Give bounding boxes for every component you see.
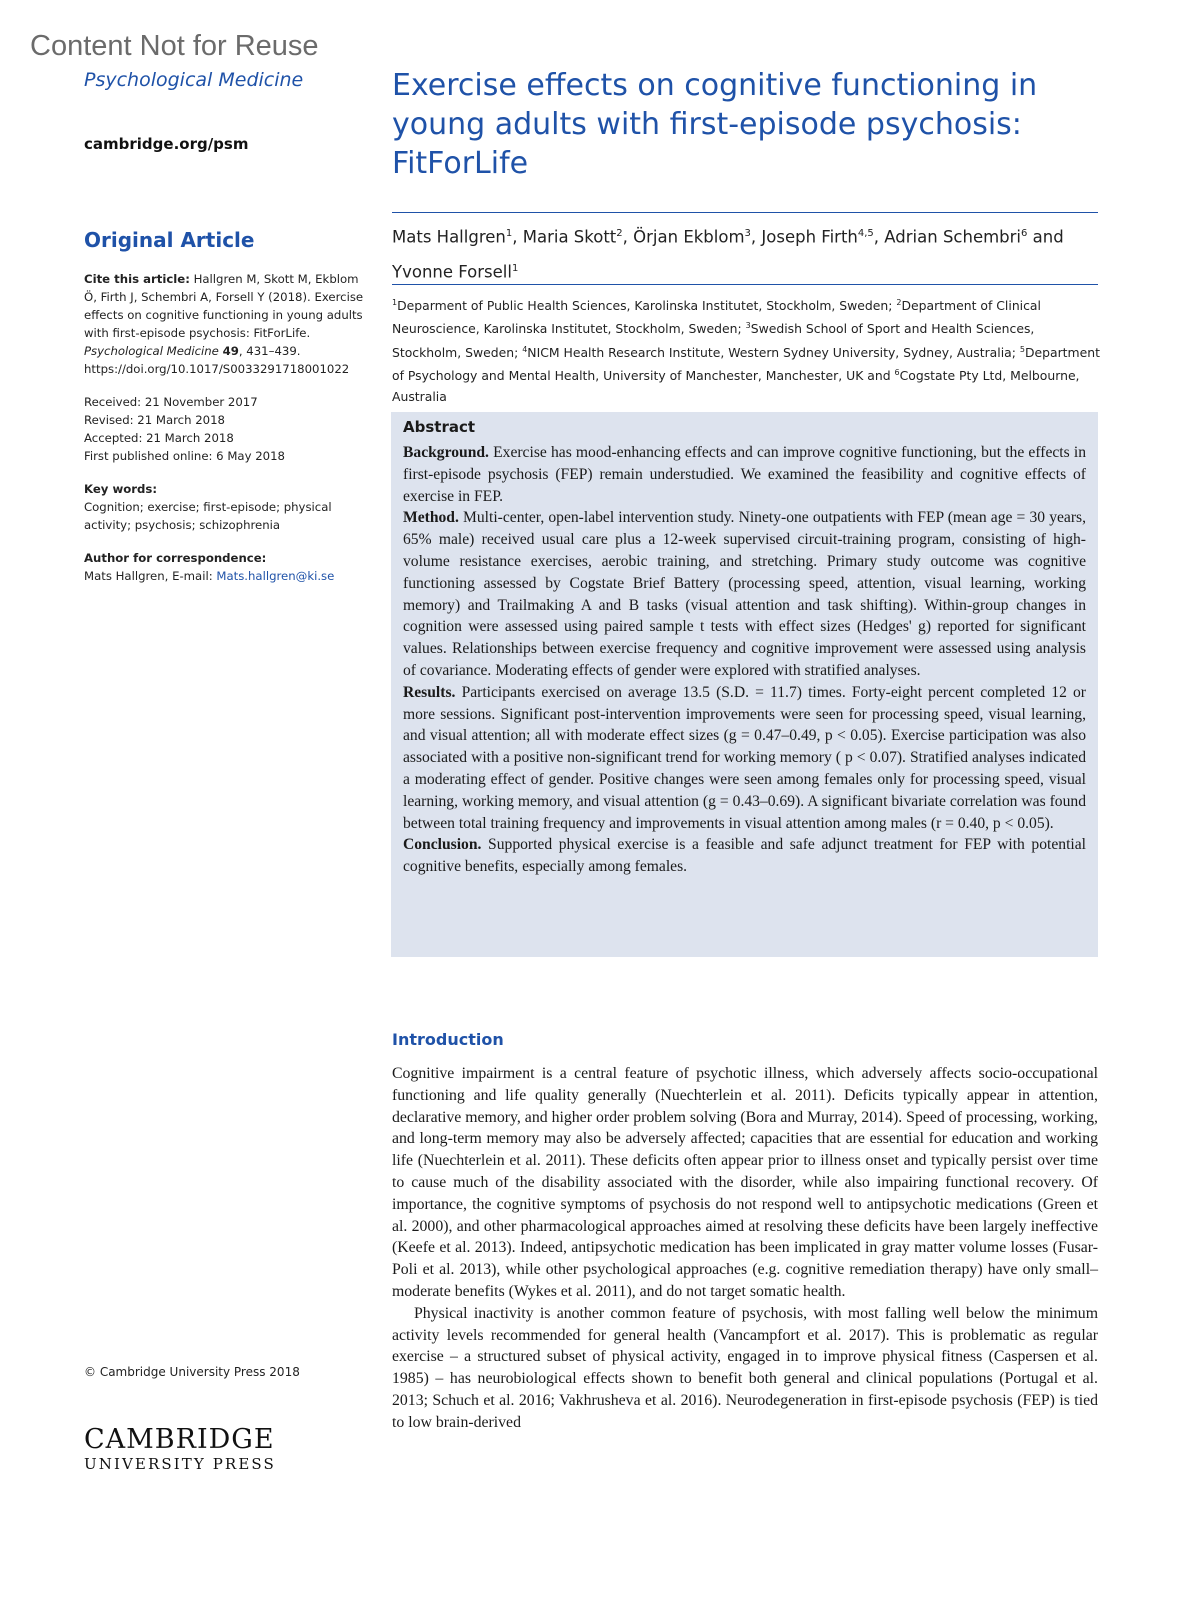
affil-text: Deparment of Public Health Sciences, Karolinska Institutet, Stockholm, Sweden; (397, 298, 897, 314)
author-affil-sup: 3 (744, 228, 751, 239)
affil-text: Department of Clinical Neuroscience, Karolinska Institutet, Stockholm, Sweden; (392, 298, 1041, 337)
article-title: Exercise effects on cognitive functioning in young adults with first-episode psychosis: FitForLife (392, 68, 1038, 181)
abstract-box (391, 412, 1098, 957)
author-name: Mats Hallgren (392, 227, 506, 247)
results-text: Participants exercised on average 13.5 (S.D. = 11.7) times. Forty-eight percent completed 12 or more sessions. Significant post-intervention improvements were seen for processing speed, visual learning, and visual attention; all with moderate effect sizes (g = 0.47–0.49, p < 0.05). Exercise participation was also associated with a positive non-significant trend for working memory ( p < 0.07). Stratified analyses indicated a moderating effect of gender. Positive changes were seen among females only for processing speed, visual learning, working memory, and visual attention (g = 0.43–0.69). A significant bivariate correlation was found between total training frequency and improvements in visual attention among males (r = 0.40, p < 0.05). (403, 683, 1086, 832)
conclusion-label: Conclusion. (403, 836, 482, 854)
affil-sup: 2 (896, 298, 902, 307)
author-affil-sup: 4,5 (857, 228, 874, 239)
affil-text: Cogstate Pty Ltd, Melbourne, Australia (392, 368, 1080, 404)
author-name: Yvonne Forsell (392, 262, 512, 281)
author-name: Joseph Firth (761, 227, 858, 247)
results-label: Results. (403, 683, 456, 701)
author-affil-sup: 2 (616, 228, 623, 239)
keywords-list: Cognition; exercise; first-episode; physical activity; psychosis; schizophrenia (84, 500, 332, 532)
affil-text: Swedish School of Sport and Health Sciences, Stockholm, Sweden; (392, 321, 1035, 360)
author-affil-sup: 1 (505, 228, 513, 239)
abstract-heading: Abstract (403, 418, 476, 436)
author-affil-sup: 6 (1021, 228, 1028, 239)
email-link[interactable]: Mats.hallgren@ki.se (216, 569, 335, 583)
received-date: Received: 21 November 2017 (84, 395, 258, 409)
author-rule-top (392, 212, 1098, 213)
accepted-date: Accepted: 21 March 2018 (84, 431, 234, 445)
affil-sup: 1 (392, 298, 398, 307)
intro-paragraph: Cognitive impairment is a central feature of psychotic illness, which adversely affects socio-occupational functioning and life quality generally (Nuechterlein et al. 2011). Deficits typically appear in attention, declarative memory, and higher order problem solving (Bora and Murray, 2014). Speed of processing, working, and long-term memory may also be adversely affected; capacities that are essential for education and working life (Nuechterlein et al. 2011). These deficits often appear prior to illness onset and typically persist over time to cause much of the disability associated with the disorder, while also impairing functional recovery. Of importance, the cognitive symptoms of psychosis do not respond well to antipsychotic medications (Green et al. 2000), and other pharmacological approaches aimed at resolving these deficits have been largely ineffective (Keefe et al. 2013). Indeed, antipsychotic medication has been implicated in gray matter volume losses (Fusar-Poli et al. 2013), while other psychological approaches (e.g. cognitive remediation therapy) have only small–moderate benefits (Wykes et al. 2011), and do not target somatic health. (392, 1065, 1098, 1300)
dates-block (84, 393, 374, 465)
article-type: Original Article (84, 228, 255, 252)
correspondence-text: Mats Hallgren, E-mail: (84, 569, 217, 583)
background-label: Background. (403, 444, 489, 461)
author-name: Örjan Ekblom (633, 227, 745, 247)
abstract-conclusion (403, 834, 1086, 878)
correspondence-label: Author for correspondence: (84, 551, 267, 565)
doi-link[interactable]: https://doi.org/10.1017/S0033291718001022 (84, 362, 350, 376)
copyright-notice: © Cambridge University Press 2018 (84, 1365, 300, 1379)
affil-sup: 6 (894, 368, 900, 378)
journal-url: cambridge.org/psm (84, 135, 249, 153)
abstract-method (403, 507, 1086, 681)
affil-sup: 3 (745, 321, 751, 331)
affil-sup: 5 (1019, 344, 1025, 354)
affiliations (392, 293, 1100, 407)
published-date: First published online: 6 May 2018 (84, 449, 285, 463)
keywords-label: Key words: (84, 482, 158, 496)
conclusion-text: Supported physical exercise is a feasible and safe adjunct treatment for FEP with potential cognitive benefits, especially among females. (403, 836, 1086, 876)
author-affil-sup: 1 (511, 262, 519, 274)
cite-pages: , 431–439. (238, 344, 301, 358)
cambridge-logo (84, 1425, 276, 1473)
author-name: Maria Skott (522, 227, 617, 247)
background-text: Exercise has mood-enhancing effects and can improve cognitive functioning, but the effects in first-episode psychosis (FEP) remain understudied. We examined the feasibility and cognitive effects of exercise in FEP. (403, 444, 1086, 505)
method-text: Multi-center, open-label intervention study. Ninety-one outpatients with FEP (mean age = 30 years, 65% male) received usual care plus a 12-week supervised circuit-training program, consisting of high-volume resistance exercises, aerobic training, and stretching. Primary study outcome was cognitive functioning assessed by Cogstate Brief Battery (processing speed, attention, visual learning, working memory) and Trailmaking A and B tasks (visual attention and task shifting). Within-group changes in cognition were assessed using paired sample t tests with effect sizes (Hedges' g) reported for significant values. Relationships between exercise frequency and cognitive improvement were assessed using analysis of covariance. Moderating effects of gender were explored with stratified analyses. (403, 509, 1086, 679)
correspondence-line (84, 567, 374, 585)
affil-text: Department of Psychology and Mental Health, University of Manchester, Manchester, UK and (392, 344, 1100, 384)
cite-label: Cite this article: (84, 272, 190, 286)
cite-text: Hallgren M, Skott M, Ekblom Ö, Firth J, Schembri A, Forsell Y (2018). Exercise effects on cognitive functioning in young adults with first-episode psychosis: FitForLife. (84, 272, 364, 340)
journal-name: Psychological Medicine (84, 69, 304, 91)
watermark-text: Content Not for Reuse (30, 30, 319, 62)
abstract-background (403, 442, 1086, 507)
method-label: Method. (403, 509, 459, 527)
affil-text: NICM Health Research Institute, Western Sydney University, Sydney, Australia; (527, 344, 1020, 360)
author-rule-bottom (392, 284, 1098, 285)
affil-sup: 4 (522, 344, 528, 354)
publisher-name: CAMBRIDGE (84, 1424, 275, 1455)
correspondence-block (84, 549, 374, 585)
cite-journal: Psychological Medicine (84, 344, 219, 358)
introduction-body (392, 1063, 1098, 1434)
cite-volume: 49 (222, 344, 239, 358)
article-sidebar (84, 228, 374, 600)
introduction-heading: Introduction (392, 1030, 504, 1049)
author-name: Adrian Schembri (884, 227, 1022, 247)
publisher-subname: UNIVERSITY PRESS (84, 1455, 276, 1473)
author-list: Mats Hallgren$^1$, Maria Skott$^2$, Örjan Ekblom$^3$, Joseph Firth$^{4,5}$, Adrian Schembri$^6$ and Yvonne Forsell$^1$ (392, 227, 1064, 281)
intro-paragraph: Physical inactivity is another common feature of psychosis, with most falling well below the minimum activity levels recommended for general health (Vancampfort et al. 2017). This is problematic as regular exercise – a structured subset of physical activity, engaged in to improve physical fitness (Caspersen et al. 1985) – has neurobiological effects shown to benefit both general and clinical populations (Portugal et al. 2013; Schuch et al. 2016; Vakhrusheva et al. 2016). Neurodegeneration in first-episode psychosis (FEP) is tied to low brain-derived (392, 1304, 1098, 1431)
citation-block (84, 270, 374, 378)
keywords-block (84, 480, 374, 534)
revised-date: Revised: 21 March 2018 (84, 413, 225, 427)
abstract-results (403, 682, 1086, 835)
